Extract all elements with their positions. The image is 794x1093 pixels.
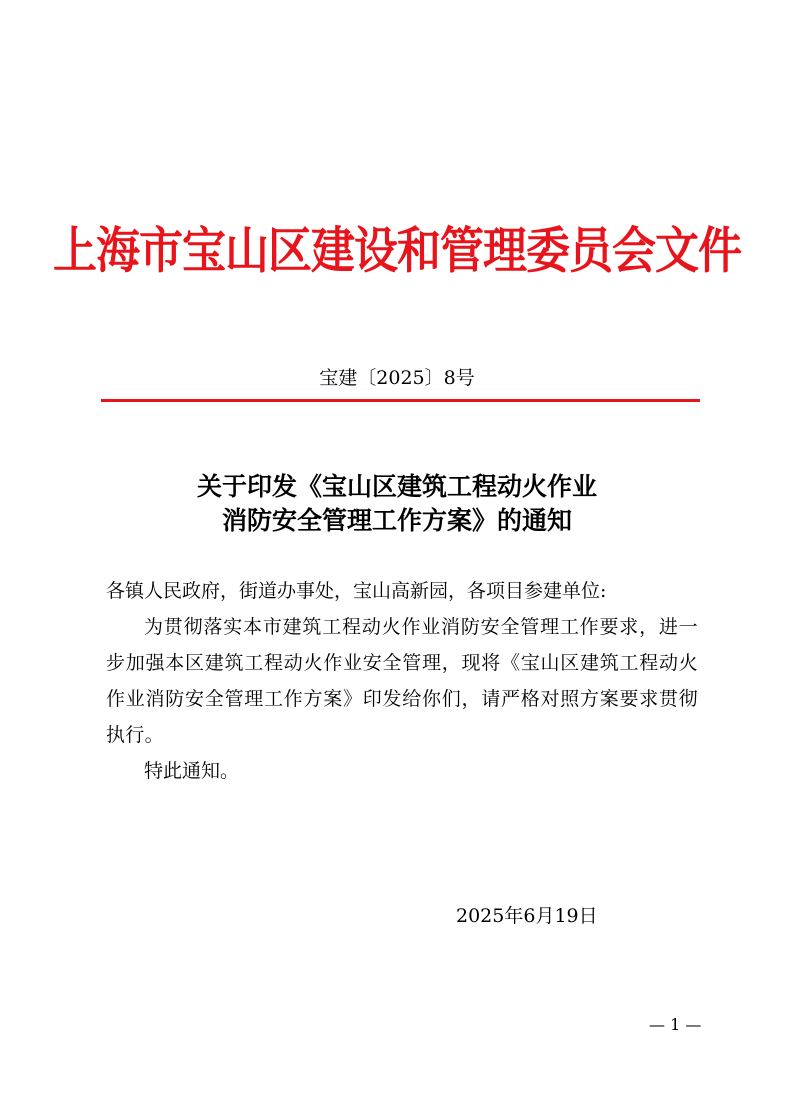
notice-title-line-2: 消防安全管理工作方案》的通知 (221, 506, 572, 535)
body-paragraph: 为贯彻落实本市建筑工程动火作业消防安全管理工作要求，进一步加强本区建筑工程动火作业安全管理，现将《宝山区建筑工程动火作业消防安全管理工作方案》印发给你们，请严格对照方案要求贯彻执行。 (106, 616, 698, 746)
salutation: 各镇人民政府，街道办事处，宝山高新园，各项目参建单位: (106, 580, 607, 602)
notice-title-line-1: 关于印发《宝山区建筑工程动火作业 (196, 472, 597, 501)
issuer-header-title: 上海市宝山区建设和管理委员会文件 (53, 222, 741, 280)
notice-title (0, 470, 794, 538)
document-number: 宝建〔2025〕8号 (319, 367, 475, 389)
red-divider-line (101, 399, 700, 402)
issue-date: 2025年6月19日 (456, 905, 598, 927)
page-number: — 1 — (649, 1015, 702, 1034)
closing-text: 特此通知。 (144, 760, 240, 782)
notice-body (106, 573, 698, 789)
